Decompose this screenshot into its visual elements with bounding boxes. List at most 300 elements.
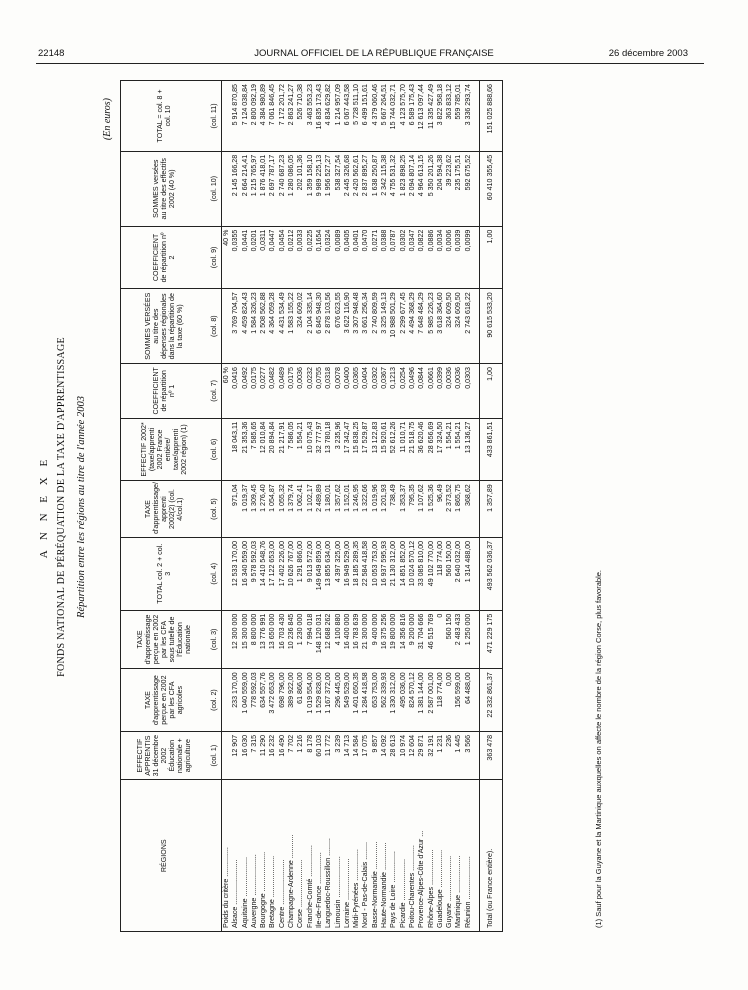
- table-body: [222, 81, 503, 932]
- table-cell: 29 871: [417, 731, 426, 780]
- table-cell: 11 772: [324, 731, 333, 780]
- table-cell: 1 180,01: [324, 481, 333, 538]
- table-cell: 1 102,17: [306, 481, 315, 538]
- table-row: [417, 81, 426, 932]
- table-cell: 4 431 534,49: [278, 289, 287, 364]
- total-label: Total (ou France entière).: [480, 780, 503, 932]
- table-cell: 0,0822: [417, 226, 426, 289]
- region-name: Aquitaine ....................: [241, 780, 250, 932]
- table-cell: 1 019,96: [371, 481, 380, 538]
- table-cell: 1 554,21: [454, 418, 463, 481]
- table-cell: 0,0225: [306, 226, 315, 289]
- table-cell: 0,0099: [464, 226, 473, 289]
- table-cell: 7 702: [287, 731, 296, 780]
- table-cell: 698 796,00: [278, 669, 287, 732]
- table-row: [250, 81, 259, 932]
- table-cell: 1 330 312,00: [389, 669, 398, 732]
- table-cell: 2 508 562,88: [259, 289, 268, 364]
- table-cell: 2 664 214,41: [241, 151, 250, 226]
- table-cell: 2 445 326,68: [343, 151, 352, 226]
- column-number: (col. 3): [207, 610, 222, 669]
- table-row: [231, 81, 240, 932]
- column-number: (col. 4): [207, 537, 222, 610]
- table-cell: 0,0324: [324, 226, 333, 289]
- table-cell: 3 661 256,34: [361, 289, 370, 364]
- table-cell: 2 740 809,59: [371, 289, 380, 364]
- table-row: [389, 81, 398, 932]
- table-cell: 156 599,00: [454, 669, 463, 732]
- column-number: (col. 9): [207, 226, 222, 289]
- table-cell: 0,0496: [408, 364, 417, 419]
- table-cell: 0,0318: [324, 364, 333, 419]
- table-cell: 324 609,02: [296, 289, 305, 364]
- table-cell: 0,0034: [436, 226, 445, 289]
- table-cell: 0,0036: [454, 364, 463, 419]
- table-cell: 204 594,38: [436, 151, 445, 226]
- table-cell: 236: [445, 731, 454, 780]
- table-cell: 1 381 144,00: [417, 669, 426, 732]
- table-cell: 1 284 418,58: [361, 669, 370, 732]
- table-cell: 15 300 000: [241, 610, 250, 669]
- table-cell: 2 489,89: [315, 481, 324, 538]
- table-cell: 9 857: [371, 731, 380, 780]
- table-cell: 96,49: [436, 481, 445, 538]
- column-number: [207, 780, 222, 932]
- table-cell: 10 075,43: [306, 418, 315, 481]
- table-cell: 1 214 957,09: [334, 81, 343, 152]
- table-cell: 7 648 484,29: [417, 289, 426, 364]
- column-header: EFFECTIF APPRENTIS 31 décembre 2002 Éducation nationale + agriculture: [121, 731, 208, 780]
- table-cell: 0,0212: [287, 226, 296, 289]
- column-number: (col. 7): [207, 364, 222, 419]
- table-cell: 4 384 980,89: [259, 81, 268, 152]
- table-cell: 5 914 870,85: [231, 81, 240, 152]
- region-name: Poitou-Charentes .............: [408, 780, 417, 932]
- table-cell: 1 040 559,00: [241, 669, 250, 732]
- table-cell: 0,1213: [389, 364, 398, 419]
- journal-title: JOURNAL OFFICIEL DE LA RÉPUBLIQUE FRANÇAISE: [254, 48, 494, 59]
- table-cell: 0,0271: [371, 226, 380, 289]
- total-row: [480, 81, 503, 932]
- column-header: RÉGIONS: [121, 780, 208, 932]
- table-cell: 18 185 289,35: [352, 537, 361, 610]
- table-cell: 549 529,00: [343, 669, 352, 732]
- table-cell: 13 136,27: [464, 418, 473, 481]
- table-cell: 32 191: [427, 731, 436, 780]
- table-cell: 3 336 293,74: [464, 81, 473, 152]
- table-row: [315, 81, 324, 932]
- table-row: [380, 81, 389, 932]
- table-cell: 21 518,75: [408, 418, 417, 481]
- table-cell: 11 335 427,49: [427, 81, 436, 152]
- table-cell: 28 656,69: [427, 418, 436, 481]
- table-cell: 6 067 443,58: [343, 81, 352, 152]
- table-cell: 1 353,37: [399, 481, 408, 538]
- table-cell: 4 459 824,43: [241, 289, 250, 364]
- table-cell: [222, 151, 232, 226]
- table-cell: 0,0844: [417, 364, 426, 419]
- region-name: Alsace .......................: [231, 780, 240, 932]
- table-cell: 3 769 704,57: [231, 289, 240, 364]
- total-cell: 151 025 888,66: [480, 81, 503, 152]
- table-cell: 17 075: [361, 731, 370, 780]
- table-cell: 15 920,61: [380, 418, 389, 481]
- table-cell: 118 774,00: [436, 537, 445, 610]
- table-cell: 1 359 158,10: [306, 151, 315, 226]
- table-cell: 3 822 958,18: [436, 81, 445, 152]
- table-cell: 10 974: [399, 731, 408, 780]
- table-row: [296, 81, 305, 932]
- table-cell: 363 833,12: [445, 81, 454, 152]
- table-cell: 0,0492: [241, 364, 250, 419]
- table-cell: 16 340 559,00: [241, 537, 250, 610]
- table-cell: 3 463 553,23: [306, 81, 315, 152]
- table-cell: 824 570,12: [408, 669, 417, 732]
- table-cell: [222, 481, 232, 538]
- table-cell: 10 988 501,29: [389, 289, 398, 364]
- column-header: TAXE d'apprentissage perçue en 2002 par les CFA sous tutelle de l'Éducation nationale: [121, 610, 208, 669]
- fund-title: FONDS NATIONAL DE PÉRÉQUATION DE LA TAXE D'APPRENTISSAGE: [56, 337, 67, 677]
- table-cell: 1 250 000: [464, 610, 473, 669]
- table-cell: 1 215 765,97: [250, 151, 259, 226]
- table-cell: 2 697 787,17: [268, 151, 277, 226]
- table-cell: 1 554,21: [296, 418, 305, 481]
- table-cell: 1 445: [454, 731, 463, 780]
- table-cell: 1 956 527,27: [324, 151, 333, 226]
- table-cell: 0,0404: [361, 364, 370, 419]
- region-name: Nord - Pas-de-Calais .........: [361, 780, 370, 932]
- table-cell: 0,0405: [343, 226, 352, 289]
- table-row: [306, 81, 315, 932]
- table-cell: 20 894,84: [268, 418, 277, 481]
- table-cell: 0,0399: [436, 364, 445, 419]
- table-cell: 2 640 032,00: [454, 537, 463, 610]
- table-cell: [222, 537, 232, 610]
- table-cell: 1 276,40: [259, 481, 268, 538]
- page-number: 22148: [38, 48, 65, 59]
- table-cell: 1 583 155,22: [287, 289, 296, 364]
- table-cell: 10 236 845: [287, 610, 296, 669]
- total-cell: 363 478: [480, 731, 503, 780]
- table-cell: 1 280 086,05: [287, 151, 296, 226]
- total-cell: 22 332 861,37: [480, 669, 503, 732]
- table-cell: 1 019,37: [241, 481, 250, 538]
- column-number: (col. 10): [207, 151, 222, 226]
- table-cell: [222, 610, 232, 669]
- column-number: (col. 2): [207, 669, 222, 732]
- table-cell: 5 728 511,10: [352, 81, 361, 152]
- table-cell: 0,0303: [464, 364, 473, 419]
- table-cell: 5 350 201,26: [427, 151, 436, 226]
- table-cell: 64 488,00: [464, 669, 473, 732]
- table-row: [427, 81, 436, 932]
- table-cell: 1 529 828,00: [315, 669, 324, 732]
- table-row: [259, 81, 268, 932]
- table-cell: 0: [436, 610, 445, 669]
- region-name: Provence-Alpes-Côte d'Azur ...: [417, 780, 426, 932]
- table-row: [436, 81, 445, 932]
- table-cell: 0,0365: [352, 364, 361, 419]
- region-name: Guadeloupe ...................: [436, 780, 445, 932]
- table-cell: 2 863 241,27: [287, 81, 296, 152]
- distribution-subtitle: Répartition entre les régions au titre de l'année 2003: [76, 396, 87, 618]
- table-cell: 1 231: [436, 731, 445, 780]
- table-cell: 3 618 364,60: [436, 289, 445, 364]
- table-cell: 0,0033: [296, 226, 305, 289]
- table-cell: 0,0447: [268, 226, 277, 289]
- table-cell: 0,0277: [259, 364, 268, 419]
- table-cell: 0,0787: [389, 226, 398, 289]
- region-name: Ile-de-France ................: [315, 780, 324, 932]
- table-cell: 15 838,25: [352, 418, 361, 481]
- table-cell: 795,35: [408, 481, 417, 538]
- column-number: (col. 11): [207, 81, 222, 152]
- table-cell: 0,0441: [241, 226, 250, 289]
- table-row: [241, 81, 250, 932]
- table-cell: 7 585,65: [250, 418, 259, 481]
- table-cell: 1 401 650,35: [352, 669, 361, 732]
- table-cell: 538 327,54: [334, 151, 343, 226]
- column-headers: [121, 81, 208, 932]
- page-date: 26 décembre 2003: [608, 48, 688, 59]
- table-cell: 324 609,50: [445, 289, 454, 364]
- table-cell: 971,04: [231, 481, 240, 538]
- table-cell: 60 103: [315, 731, 324, 780]
- table-cell: 18 043,11: [231, 418, 240, 481]
- table-cell: 6 499 151,61: [361, 81, 370, 152]
- table-cell: 21 217,91: [278, 418, 287, 481]
- footnote: (1) Sauf pour la Guyane et la Martinique auxquelles on affecte le nombre de la région Corse, plus favorable.: [594, 570, 603, 928]
- table-cell: 14 584: [352, 731, 361, 780]
- table-cell: 0,0355: [231, 226, 240, 289]
- table-cell: 9 989 225,13: [315, 151, 324, 226]
- table-cell: 235 175,51: [454, 151, 463, 226]
- table-cell: 28 613: [389, 731, 398, 780]
- criteria-weight-row: [222, 81, 232, 932]
- column-header: SOMMES VERSÉES au titre des dépenses régionales dans la répartition de la taxe (60 %): [121, 289, 208, 364]
- table-cell: 4 123 575,70: [399, 81, 408, 152]
- table-cell: 2 342 115,38: [380, 151, 389, 226]
- table-cell: 14 356 816: [399, 610, 408, 669]
- column-header: EFFECTIF 2002* (taxe/apprenti 2002 France entière/ taxe/apprenti 2002 région) (1): [121, 418, 208, 481]
- table-cell: 2 420 562,61: [352, 151, 361, 226]
- table-cell: 0,0302: [399, 226, 408, 289]
- table-cell: 9 013 572,00: [306, 537, 315, 610]
- table-cell: 7 172 201,72: [278, 81, 287, 152]
- table-cell: 0,0232: [306, 364, 315, 419]
- table-cell: 7 124 038,84: [241, 81, 250, 152]
- table-cell: 2 878 103,56: [324, 289, 333, 364]
- table-cell: 233 170,00: [231, 669, 240, 732]
- table-cell: 13 122,83: [371, 418, 380, 481]
- table-cell: 0,0175: [250, 364, 259, 419]
- column-number: (col. 6): [207, 418, 222, 481]
- table-cell: [222, 669, 232, 732]
- region-name: Réunion ......................: [464, 780, 473, 932]
- region-name: Champagne-Ardenne ............: [287, 780, 296, 932]
- table-row: [454, 81, 463, 932]
- table-cell: 2 800 092,19: [250, 81, 259, 152]
- currency-unit: (En euros): [102, 98, 113, 141]
- table-cell: 8 800 000: [250, 610, 259, 669]
- table-cell: 1 055,32: [278, 481, 287, 538]
- total-cell: 493 562 036,37: [480, 537, 503, 610]
- table-cell: 1 638 250,87: [371, 151, 380, 226]
- table-cell: 33 085 810,00: [417, 537, 426, 610]
- table-cell: 2 373,52: [445, 481, 454, 538]
- table-cell: 0,0416: [231, 364, 240, 419]
- region-name: Lorraine .....................: [343, 780, 352, 932]
- table-cell: 202 101,36: [296, 151, 305, 226]
- table-cell: 12 613 097,44: [417, 81, 426, 152]
- table-cell: 676 623,55: [334, 289, 343, 364]
- table-cell: 2 740 687,23: [278, 151, 287, 226]
- table-cell: 11 290: [259, 731, 268, 780]
- table-cell: 8 178: [306, 731, 315, 780]
- column-header: COEFFICIENT de répartition nº 1: [121, 364, 208, 419]
- table-cell: 10 053 753,00: [371, 537, 380, 610]
- table-cell: 3 307 948,48: [352, 289, 361, 364]
- table-cell: 17 324,50: [436, 418, 445, 481]
- table-cell: 1 379,74: [287, 481, 296, 538]
- region-name: Languedoc-Roussillon .........: [324, 780, 333, 932]
- table-cell: 0,0886: [427, 226, 436, 289]
- table-cell: 32 777,97: [315, 418, 324, 481]
- column-header: TOTAL col. 2 + col. 3: [121, 537, 208, 610]
- table-cell: 16 949 529,00: [343, 537, 352, 610]
- table-cell: 5 985 226,23: [427, 289, 436, 364]
- table-cell: 4 379 060,46: [371, 81, 380, 152]
- table-cell: 0,0489: [278, 364, 287, 419]
- table-cell: 16 400 000: [343, 610, 352, 669]
- region-name: Basse-Normandie ..............: [371, 780, 380, 932]
- total-cell: 1,00: [480, 364, 503, 419]
- table-cell: 0,0755: [315, 364, 324, 419]
- table-cell: 3 239: [334, 731, 343, 780]
- table-cell: 60 %: [222, 364, 232, 419]
- table-cell: 1 216: [296, 731, 305, 780]
- column-number: (col. 1): [207, 731, 222, 780]
- region-name: Picardie .....................: [399, 780, 408, 932]
- table-cell: 2 743 618,22: [464, 289, 473, 364]
- table-cell: 21 353,36: [241, 418, 250, 481]
- rotated-annex: [34, 74, 674, 940]
- table-cell: 3 325 149,13: [380, 289, 389, 364]
- table-cell: 9 400 000: [371, 610, 380, 669]
- table-row: [268, 81, 277, 932]
- table-row: [408, 81, 417, 932]
- table-row: [464, 81, 473, 932]
- region-name: Auvergne .....................: [250, 780, 259, 932]
- table-cell: 1 019 554,00: [306, 669, 315, 732]
- table-cell: 0,1654: [315, 226, 324, 289]
- table-cell: 368,62: [464, 481, 473, 538]
- table-cell: 3 235,96: [334, 418, 343, 481]
- table-cell: 2 145 166,28: [231, 151, 240, 226]
- table-cell: 12 533 170,00: [231, 537, 240, 610]
- region-name: Midi-Pyrénées ................: [352, 780, 361, 932]
- table-cell: 4 834 629,82: [324, 81, 333, 152]
- table-cell: 0,0078: [334, 364, 343, 419]
- table-cell: 61 866,00: [296, 669, 305, 732]
- table-cell: 1 291 866,00: [296, 537, 305, 610]
- table-cell: 1 230 000: [296, 610, 305, 669]
- table-cell: 16 490: [278, 731, 287, 780]
- table-row: [287, 81, 296, 932]
- table-cell: 0,0201: [250, 226, 259, 289]
- table-cell: 13 780,18: [324, 418, 333, 481]
- table-cell: 560 150,00: [445, 537, 454, 610]
- table-cell: 13 776 991: [259, 610, 268, 669]
- table-cell: 0,0039: [454, 226, 463, 289]
- table-cell: 0,0388: [380, 226, 389, 289]
- table-row: [343, 81, 352, 932]
- table-cell: [222, 418, 232, 481]
- table-cell: 10 626 767,00: [287, 537, 296, 610]
- table-cell: 1 865,75: [454, 481, 463, 538]
- table-cell: 49 102 770,00: [427, 537, 436, 610]
- table-row: [352, 81, 361, 932]
- region-name: Poids du critère ...............: [222, 780, 232, 932]
- table-cell: 0,0311: [259, 226, 268, 289]
- table-cell: 1 876 418,01: [259, 151, 268, 226]
- table-cell: 1 201,93: [380, 481, 389, 538]
- table-row: [399, 81, 408, 932]
- table-cell: 1 309,45: [250, 481, 259, 538]
- table-cell: 1 823 898,25: [399, 151, 408, 226]
- table-cell: 1 584 326,23: [250, 289, 259, 364]
- table-cell: 296 445,00: [334, 669, 343, 732]
- table-cell: 0,0470: [361, 226, 370, 289]
- table-cell: 2 104 335,14: [306, 289, 315, 364]
- table-cell: 6 845 948,30: [315, 289, 324, 364]
- table-cell: 17 402 226,00: [278, 537, 287, 610]
- table-cell: 0,0482: [268, 364, 277, 419]
- table-cell: 22 584 418,58: [361, 537, 370, 610]
- distribution-table: [120, 80, 503, 932]
- table-cell: 1 554,21: [445, 418, 454, 481]
- table-cell: 1 525,36: [427, 481, 436, 538]
- region-name: Rhône-Alpes ..................: [427, 780, 436, 932]
- table-cell: 118 774,00: [436, 669, 445, 732]
- table-row: [445, 81, 454, 932]
- column-number: (col. 8): [207, 289, 222, 364]
- table-cell: 3 622 116,90: [343, 289, 352, 364]
- total-cell: 60 410 355,45: [480, 151, 503, 226]
- region-name: Haute-Normandie ..............: [380, 780, 389, 932]
- table-cell: 1 062,41: [296, 481, 305, 538]
- column-header: SOMMES versées au titre des effectifs 2002 (40 %): [121, 151, 208, 226]
- table-cell: 14 851 852,00: [399, 537, 408, 610]
- table-cell: 389 922,00: [287, 669, 296, 732]
- table-cell: 16 835 173,43: [315, 81, 324, 152]
- table-cell: 324 609,50: [454, 289, 463, 364]
- region-name: Corse ........................: [296, 780, 305, 932]
- table-cell: 11 010,71: [399, 418, 408, 481]
- table-cell: 1 246,95: [352, 481, 361, 538]
- header-rule: [36, 63, 704, 64]
- table-cell: 4 494 368,29: [408, 289, 417, 364]
- table-cell: 19 800 000: [389, 610, 398, 669]
- table-cell: 0,0302: [371, 364, 380, 419]
- table-cell: 0,00: [445, 669, 454, 732]
- table-cell: 738,49: [389, 481, 398, 538]
- table-cell: 495 036,00: [399, 669, 408, 732]
- table-cell: 0,0400: [343, 364, 352, 419]
- region-name: Martinique ...................: [454, 780, 463, 932]
- column-number: (col. 5): [207, 481, 222, 538]
- table-cell: 0,0036: [445, 364, 454, 419]
